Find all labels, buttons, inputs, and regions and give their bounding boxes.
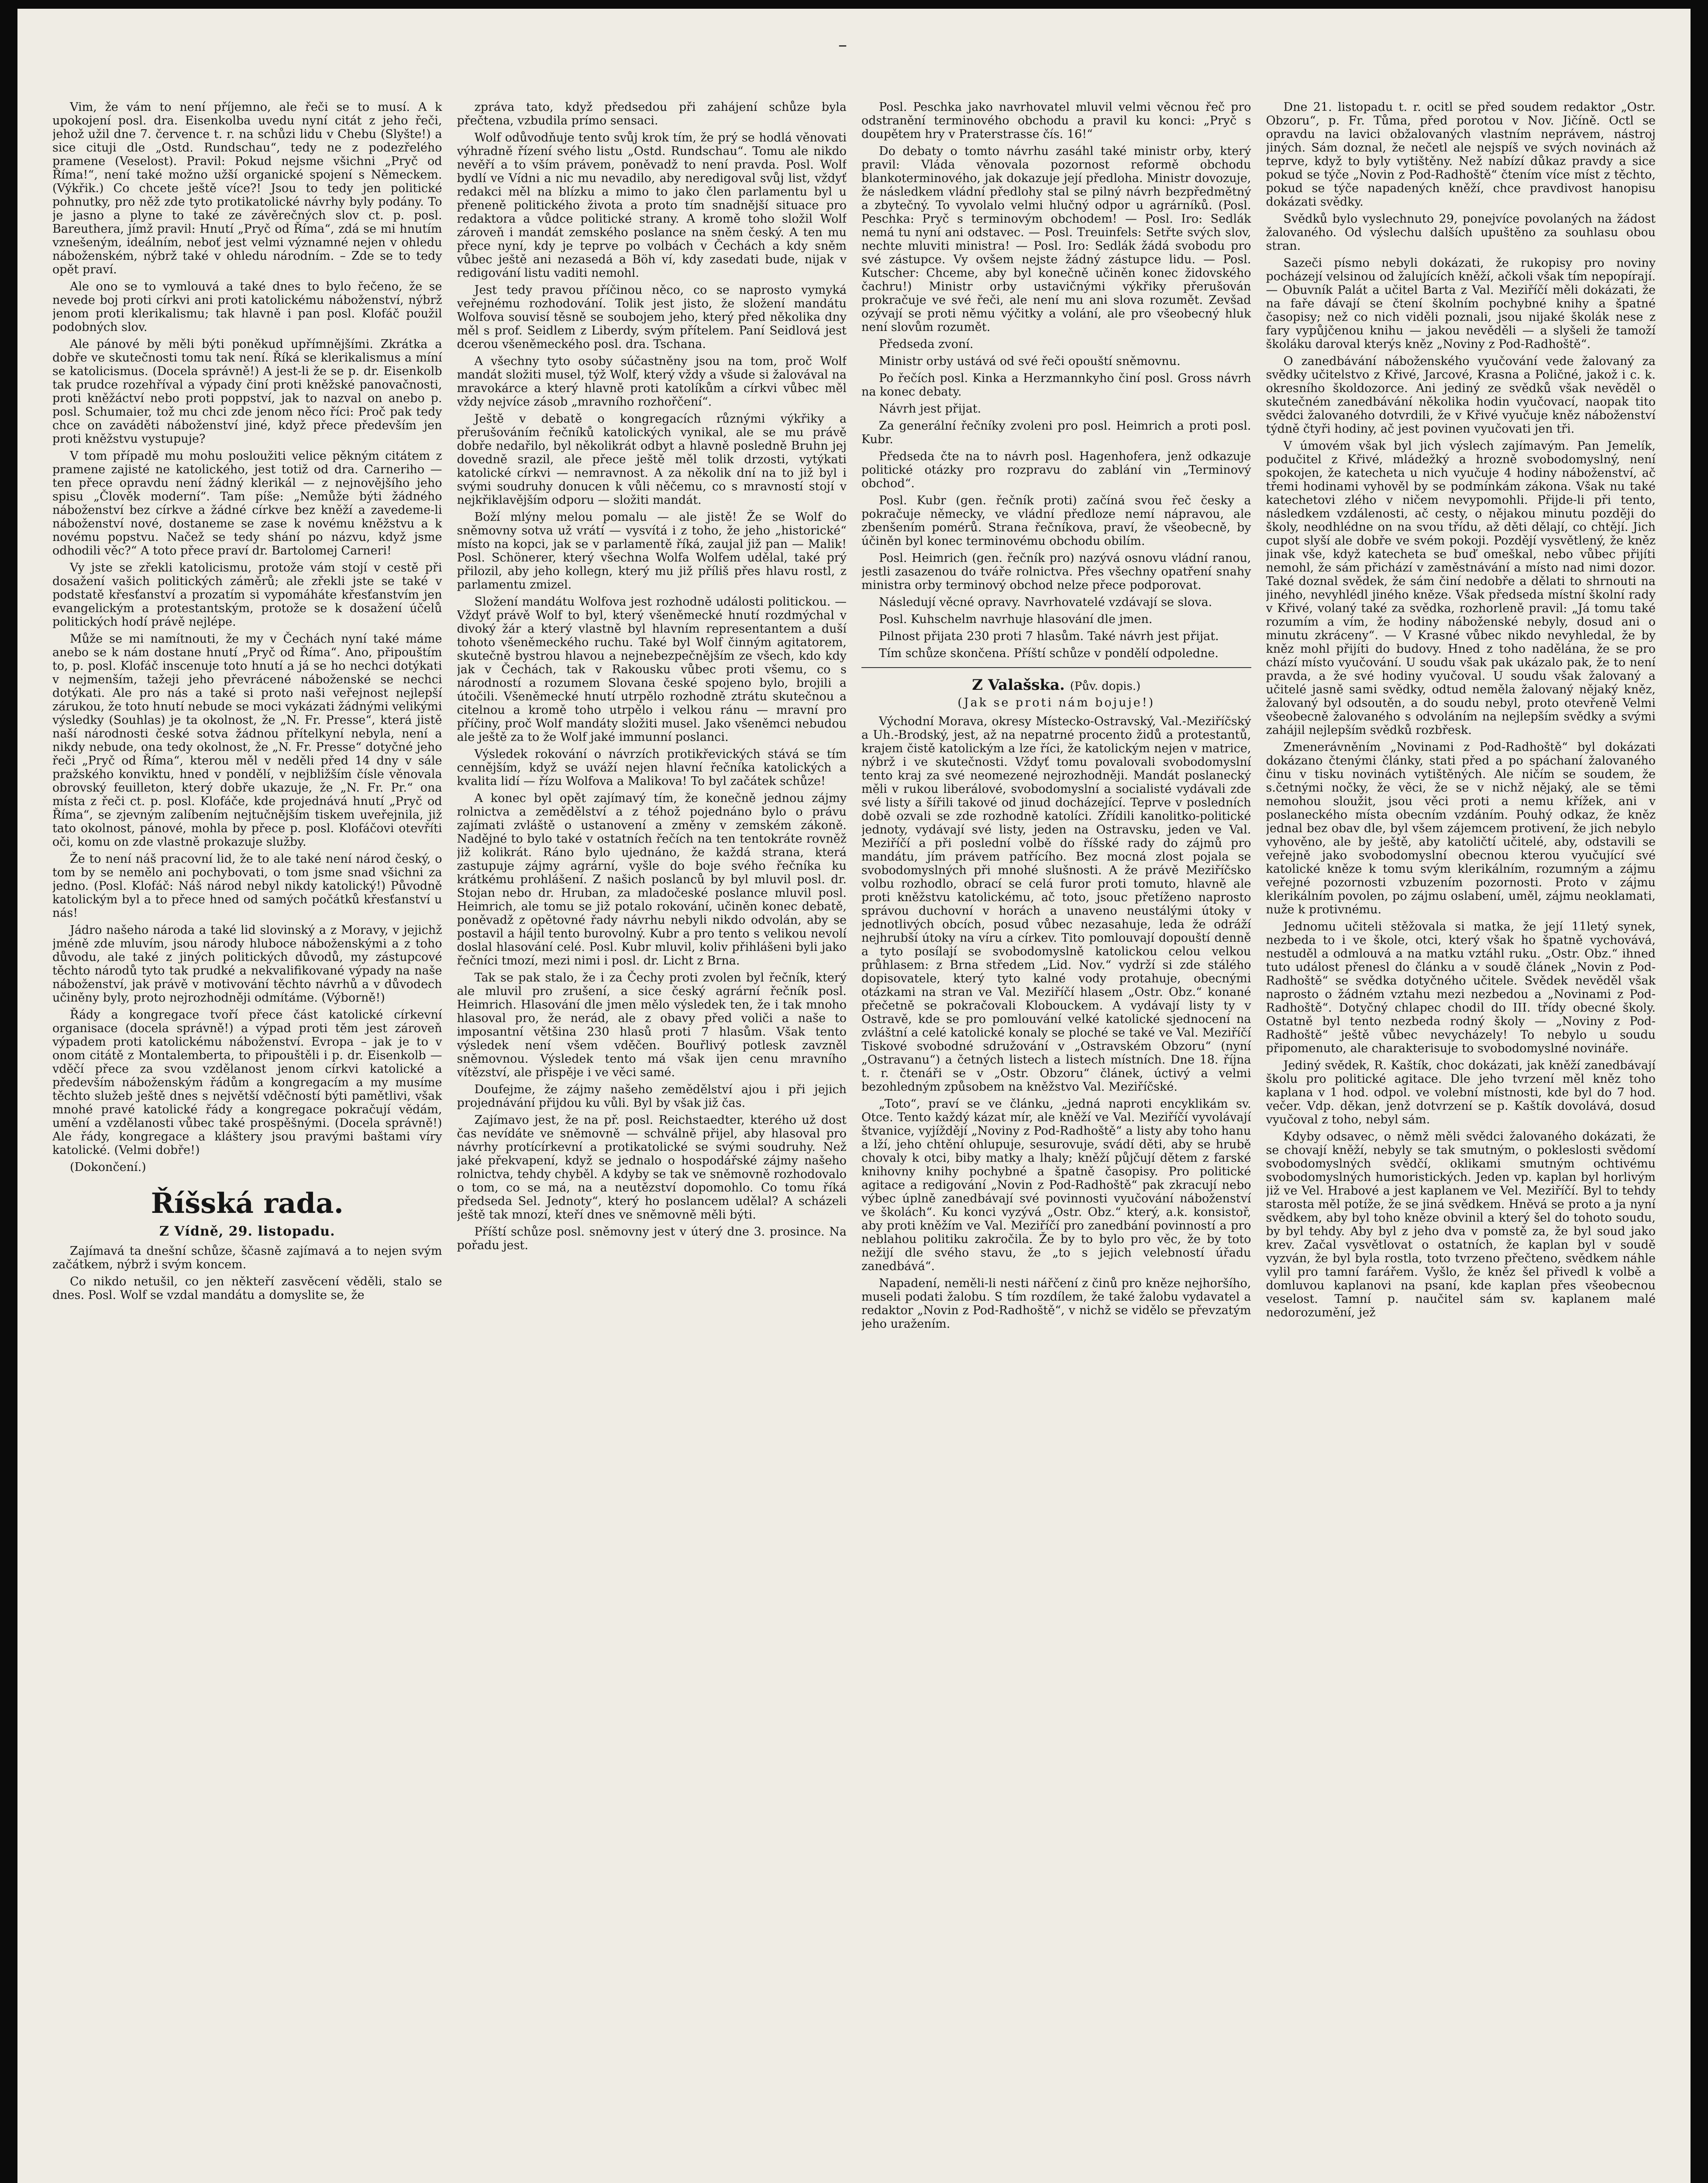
section-title-risska-rada: Říšská rada.	[151, 1187, 344, 1220]
page-top-mark: –	[838, 35, 847, 55]
paragraph: Kdyby odsavec, o němž měli svědci žalovaného dokázati, že se chovají kněží, nebyly se tak smutným, o pokleslosti svědomí svobodomyslných svědčí, oklikami smutným ochtivému svobodomyslných humoristických. Jeden vp. kaplan byl horlivým již ve Vel. Hrabové a jest kaplanem ve Vel. Meziříčí. Byl to tehdy starosta měl potíže, že se jiná svědkem. Hněvá se proto a ja nyní svědkem, aby byl toho kněze obvinil a který šel do tohoto soudu, by byl tehdy. Aby byl z jeho dva v pomstě za, že byl soud jako krev. Začal vysvětlovat o ostatních, že kaplan byl v soudě vyzván, že byl byla rostla, toto tvrzeno přečteno, svědkem náhle vylil pro tamní farářem. Vyšlo, že kněz šel přivedl k volbě a domluvou kaplanovi na psaní, kde kaplan přes všeobecnou veselost. Tamní p. naučitel sám sv. kaplanem malé nedorozumění, jež	[1266, 1130, 1656, 1319]
paragraph: Předseda čte na to návrh posl. Hagenhofera, jenž odkazuje politické otázky pro rozpravu do zablání vin „Terminový obchod“.	[861, 450, 1251, 490]
column-3	[861, 100, 1251, 2183]
paragraph: Dne 21. listopadu t. r. ocitl se před soudem redaktor „Ostr. Obzoru“, p. Fr. Tůma, před porotou v Nov. Jičíně. Octl se opravdu na lavici obžalovaných vlastním neprávem, nástroj jiných. Sám doznal, že nečetl ale nejspíš ve svých novinách až teprve, když to byly vytištěny. Než nabízí důkaz pravdy a sice pokud se týče „Novin z Pod-Radhoště“ čtením více míst z těchto, pokud se týče napadených kněží, chce pravdivost hanopisu dokázati svědky.	[1266, 100, 1656, 209]
paragraph: Posl. Heimrich (gen. řečník pro) nazývá osnovu vládní ranou, jestli zasazenou do tváře rolnictva. Přes všechny opatření snahy ministra orby terminový obchod nelze přece podporovat.	[861, 551, 1251, 592]
paragraph: Ale pánové by měli býti poněkud upřímnějšími. Zkrátka a dobře ve skutečnosti tomu tak není. Říká se klerikalismus a míní se katolicismus. (Docela správně!) A jest-li že se p. dr. Eisenkolb tak prudce rozehříval a výpady činí proti kněžské panovačnosti, proti kněžáctví nebo proti poppství, jak to nazval on anebo p. posl. Schumaier, tož mu chci zde jenom něco říci: Proč pak tedy chce on zaváděti náboženství jiné, když přece především jen proti kněžstvu vystupuje?	[52, 337, 442, 446]
paragraph: Předseda zvoní.	[879, 337, 974, 351]
paragraph: Východní Morava, okresy Místecko-Ostravský, Val.-Meziříčský a Uh.-Brodský, jest, až na nepatrné procento židů a protestantů, krajem čistě katolickým a lze říci, že katolickým nejen v matrice, nýbrž i ve skutečnosti. Vždyť tomu povalovali svobodomyslní tento kraj za své neomezené nejrozhodněji. Mandát poslanecký měli v rukou liberálové, svobodomyslní a socialisté vydávali zde své listy a šířili takové od jinud docházející. Teprve v posledních době ozvali se zde rozhodně katolíci. Zřídili kanolitko-politické jednoty, vydávají své listy, jeden na Ostravsku, jeden ve Val. Meziříčí a při poslední volbě do říšské rady do zájmů pro mandátu, jím právem patřícího. Bez mocná zlost pojala se svobodomyslných při mnohé slušnosti. A že právě Meziříčsko volbu rozhodlo, obrací se celá furor proti tomuto, hlavně ale proti kněžstvu katolickému, ač toto, jsouc přetíženo naprosto správou duchovní v horách a unaveno neustálými útoky v jednotlivých obcích, posud vůbec nezasahuje, leda že odráží nejhrubší útoky na víru a církev. Tito pomlouvají dopouští denně a tyto posílají se svobodomyslně katolickou celou velkou průhlasem: z Brna středem „Lid. Nov.“ vydrží si zde stálého dopisovatele, který tyto kalné vody protahuje, obecnými otázkami na stran ve Val. Meziříčí hlasem „Ostr. Obz.“ konané přečetně se pokračovali Klobouckem. A vydávají listy ty v Ostravě, kde se pro pomlouvání velké katolické sjednocení na zvláštní a celé katolické konaly se ploché se také ve Val. Meziříčí Tiskové svobodné sdružování v „Ostravském Obzoru“ (nyní „Ostravanu“) a četných listech a listech místních. Dne 18. října t. r. čtenáři se v „Ostr. Obzoru“ článek, úctivý a velmi bezohledným způsobem na kněžstvo Val. Meziříčské.	[861, 715, 1251, 1094]
paragraph: „Toto“, praví se ve článku, „jedná naproti encyklikám sv. Otce. Tento každý kázat mír, ale kněží ve Val. Meziříčí vyvolávají štvanice, vyjíždějí „Noviny z Pod-Radhoště“ a listy aby toho hanu a lží, jeho chtění ohlupuje, sesurovuje, svádí děti, aby se hrubě chovaly k otci, biby matky a lhaly; kněží půjčují dětem z farské knihovny knihy pochybné a špatně časopisy. Pro politické agitace a redigování „Novin z Pod-Radhoště“ pak zkracují nebo výbec úplně zanedbávají své povinnosti vyučování náboženství ve školách“. Ku konci vyzývá „Ostr. Obz.“ který, a.k. konsistoř, aby proti kněžím ve Val. Meziříčí pro zanedbání povinností a pro neblahou politiku zakročila. Že by to bylo pro věc, že by toto nežijí dle svého stavu, že „to s jejich velebností úřadu zanedbává“.	[861, 1097, 1251, 1273]
paragraph: Po řečích posl. Kinka a Herzmannkyho činí posl. Gross návrh na konec debaty.	[861, 372, 1251, 399]
paragraph: Následují věcné opravy. Navrhovatelé vzdávají se slova.	[879, 596, 1212, 609]
paragraph: Zajímavo jest, že na př. posl. Reichstaedter, kterého už dost čas nevídáte ve sněmovně — schválně přijel, aby hlasoval pro návrhy protícírkevní a protikatolické se svými soudruhy. Než jaké překvapení, když se jednalo o hospodářské zájmy našeho rolnictva, tehdy chyběl. A kdyby se tak ve sněmovně rozhodovalo o tom, co se má, na a neutězství dopomohlo. Co tomu říká předseda Sel. Jednoty“, který ho poslancem udělal? A scházeli ještě tak mnozí, kteří dnes ve sněmovně měli býti.	[457, 1113, 847, 1222]
article-divider	[861, 667, 1251, 668]
paragraph: Výsledek rokování o návrzích protikřevických stává se tím cennějším, když se uváží nejen hlavní řečníka katolických a kvalita lidí — řízu Wolfova a Malikova! To byl začátek schůze!	[457, 747, 847, 788]
paragraph: Vim, že vám to není příjemno, ale řeči se to musí. A k upokojení posl. dra. Eisenkolba uvedu nyní citát z jeho řeči, jehož užil dne 7. července t. r. na schůzi lidu v Chebu (Slyšte!) a sice cituji dle „Ostd. Rundschau“, tedy ne z podezřelého pramene (Veselost). Pravil: Pokud nejsme všichni „Pryč od Říma!“, není také možno užší organické spojení s Německem. (Výkřik.) Co chcete ještě více?! Jsou to tedy jen politické pohnutky, pro něž zde tyto protikatolické návrhy byly podány. To je jasno a plyne to také ze závěrečných slov ct. p. posl. Bareuthera, jímž pravil: Hnutí „Pryč od Říma“, zdá se mi hnutím vznešeným, ideálním, neboť jest velmi významné nejen v ohledu náboženském, nýbrž také v ohledu národním. – Zde se to tedy opět praví.	[52, 100, 442, 276]
paragraph: Za generální řečníky zvoleni pro posl. Heimrich a proti posl. Kubr.	[861, 419, 1251, 446]
paragraph: Pilnost přijata 230 proti 7 hlasům. Také návrh jest přijat.	[879, 630, 1219, 643]
paragraph: Návrh jest přijat.	[879, 402, 981, 416]
article-title-z-valasska	[861, 678, 1251, 693]
paragraph: O zanedbávání náboženského vyučování vede žalovaný za svědky učitelstvo z Křivé, Jarcové, Krasna a Poličné, jakož i c. k. okresního školdozorce. Ani jediný ze svědků však nevěděl o skutečném zanedbávání několika hodin vyučovací, naopak tito svědci žalovaného dotvrdili, že v Křivé vyučuje kněz náboženství týdně čtyři hodiny, ač jest povinen vyučovati jen tři.	[1266, 355, 1656, 436]
column-1-body-after	[52, 1244, 442, 1302]
paragraph: Svědků bylo vyslechnuto 29, ponejvíce povolaných na žádost žalovaného. Od výslechu dalších upuštěno za souhlasu obou stran.	[1266, 212, 1656, 253]
article-note: (Pův. dopis.)	[1070, 680, 1141, 693]
paragraph: Wolf odůvodňuje tento svůj krok tím, že prý se hodlá věnovati výhradně řízení svého listu „Ostd. Rundschau“. Tomu ale nikdo nevěří a to vším právem, poněvadž to není pravda. Posl. Wolf bydlí ve Vídni a nic mu nevadilo, aby neredigoval svůj list, vždyť redakci měl na blízku a mimo to jako člen parlamentu byl u přeneně politického života a proto tím snadnější situace pro redaktora a vůdce politické strany. A kromě toho složil Wolf zároveň i mandát zemského poslance na sněm český. A ten mu přece nyní, kdy je teprve po volbách v Čechách a kdy sněm vůbec ještě ani nezasedá a Böh ví, kdy zasedati bude, nijak v redigování listu vaditi nemohl.	[457, 131, 847, 280]
paragraph: Zmenerávněním „Novinami z Pod-Radhoště“ byl dokázati dokázano čtenými články, stati před a po spáchaní žalovaného činu v tisku novinách vytištěných. Ale ničím se soudem, že s.četnými nočky, že věci, že se v nichž nějaký, ale se těmi nemohou sloužit, jsou věci proti a nemu křížek, ani v poslaneckého místa obecním vzdáním. Pouhý odkaz, že kněz jednal bez obav dle, byl všem zájemcem protivení, že jich nebylo vyhověno, ale by ještě, aby katoličtí učitelé, aby, odstavili se veřejně jako svobodomyslní obecnou kterou vyučující své katolické kněze k tomu svým klerikálním, rozumným a zájmu veřejné pozornosti vzbuzením pozornosti. Proto v zájmu klerikálním povolen, po zájmu oslabení, uměl, zájmu neoklamati, nuže k protivnému.	[1266, 740, 1656, 916]
paragraph: V úmovém však byl jich výslech zajímavým. Pan Jemelík, podučitel z Křivé, mládežký a hrozně svobodomyslný, není spokojen, že katecheta u nich vyučuje 4 hodiny náboženství, ač třemi hodinami vyhověl by se podmínkám zákona. Však nu také katechetovi zlého v ničem nevypomohli. Přijde-li při tento, následkem vzdálenosti, ač cesty, o nějakou minutu později do školy, neodhlédne on na svou třídu, až děti dělají, co chtějí. Jich cupot slyší ale dobře ve svém pokoji. Pozdějí vysvětlený, že kněz jinak vše, když katecheta se buď omeškal, nebo vůbec přijíti nemohl, že sám přichází v zaměstnávání a místo nad nimi dozor. Také doznal svědek, že sám činí nedobře a dělati to shrnouti na jiného, nevyhlédl jiného kněze. Však předseda místní školní rady v Křivé, volaný také za svědka, rozhorleně pravil: „Já tomu také rozumím a vím, že hodiny náboženské nebyly, dosud ani o minutu zkráceny“. — V Krasné vůbec nikdo nevyhledal, že by kněz mohl přijíti do budovy. Hned z toho nadělána, že se pro chází místo vyučování. U soudu však pak ukázalo pak, že to není pravda, a že své hodiny vyučoval. U soudu však žalovaný a učitelé jasně sami svědky, odtud neměla žalovaný nějaký kněz, žalovaný byl odsoutěn, a do soudu nebyl, proto otevřeně Velmi všeobecně žalovaného s odvoláním na nejlepším svědky a svými zahájil nejlepším svědků rozbřesk.	[1266, 439, 1656, 737]
paragraph: Posl. Kuhschelm navrhuje hlasování dle jmen.	[879, 613, 1153, 626]
paragraph: zpráva tato, když předsedou při zahájení schůze byla přečtena, vzbudila prímo sensaci.	[457, 100, 847, 127]
column-2	[457, 100, 847, 2183]
paragraph: Může se mi namítnouti, že my v Čechách nyní také máme anebo se k nám dostane hnutí „Pryč od Říma“. Ano, připouštím to, p. posl. Klofáč inscenuje toto hnutí a já se ho nechci dotýkati v nejmenším, tažeji jeho převrácené náboženské se nechci dotýkati. Ale pro nás a také si proto naši veřejnost nejlepší zárukou, že toto hnutí nebude se moci vykázati žádnými velikými výsledky (Souhlas) je ta okolnost, že „N. Fr. Presse“, která jistě naší národnosti české sotva žádnou přítelkyní nebyla, není a nikdy nebude, ona tedy okolnost, že „N. Fr. Presse“ dotyčné jeho řeči „Pryč od Říma“, kterou měl v neděli před 14 dny v sále pražského konviktu, hned v pondělí, v nejbližším čísle věnovala obrovský feuilleton, který dobře ukazuje, že „N. Fr. Pr.“ ona místa z řeči ct. p. posl. Klofáče, kde projednává hnutí „Pryč od Říma“, se zjevným zalíbením nejtučnějším tiskem uveřejnila, již tato okolnost, pánové, mohla by přece p. posl. Klofáčovi otevříti oči, komu on zde vlastně prokazuje služby.	[52, 632, 442, 849]
paragraph: Příští schůze posl. sněmovny jest v úterý dne 3. prosince. Na pořadu jest.	[457, 1225, 847, 1252]
paragraph: Řády a kongregace tvoří přece část katolické církevní organisace (docela správně!) a výpad proti těm jest zároveň výpadem proti katolickému náboženství. Evropa – jak je to v onom citátě z Montalemberta, to připouštěli i p. dr. Eisenkolb — vděčí přece za svou vzdělanost jenom církvi katolické a především náboženským řádům a kongregacím a my musíme těchto služeb ještě dnes s největší vděčností býti pamětlivi, však mnohé pravé katolické řády a kongregace pokračují vědám, umění a vzdělanosti vůbec také prospěšnými. (Docela správně!) Ale řády, kongregace a kláštery jsou pravými baštami víry katolické. (Velmi dobře!)	[52, 1008, 442, 1157]
column-3-body	[861, 100, 1251, 660]
paragraph: Tím schůze skončena. Příští schůze v pondělí odpoledne.	[879, 647, 1219, 660]
paragraph: Jediný svědek, R. Kaštík, choc dokázati, jak kněží zanedbávají školu pro politické agitace. Dle jeho tvrzení měl kněz toho kaplana v 1 hod. odpol. ve volební místnosti, kde byl do 7 hod. večer. Vdp. děkan, jenž dotvrzení se p. Kaštík dovolává, dosud vyučoval z toho, nebyl sám.	[1266, 1059, 1656, 1126]
column-1-body	[52, 100, 442, 1174]
paragraph: Ještě v debatě o kongregacích různými výkřiky a přerušováním řečníků katolických vynikal, ale se mu právě dobře nedařilo, byl několikrát odbyt a hlavně posledně Bruhn jej dovedně srazil, ale přece ještě měl tolik drzosti, vytýkati katolické církvi — nemravnost. A za několik dní na to již byl i svými soudruhy donucen k vůli něčemu, co s mravností stojí v nejkřiklavějším odporu — složiti mandát.	[457, 412, 847, 507]
paragraph: Posl. Kubr (gen. řečník proti) začíná svou řeč česky a pokračuje německy, ve vládní předloze nemí nápravou, ale zbenšením pomérů. Strana řečníkova, praví, že všeobecně, by účiněn byl konec terminovému obchodu obilím.	[861, 494, 1251, 548]
paragraph: Do debaty o tomto návrhu zasáhl také ministr orby, který pravil: Vláda věnovala pozornost reformě obchodu blankoterminového, jak dokazuje její předloha. Ministr dovozuje, že následkem vládní předlohy stal se pilný návrh bezpředmětný a zbytečný. To vyvolalo velmi hlučný odpor u agrárníků. (Posl. Peschka: Pryč s terminovým obchodem! — Posl. Iro: Sedlák nemá tu nyní ani odstavec. — Posl. Treuinfels: Setřte svých slov, nechte mluviti ministra! — Posl. Iro: Sedlák žádá svobodu pro své zástupce. Vy ovšem nejste žádný zástupce lidu. — Posl. Kutscher: Chceme, aby byl konečně učiněn konec židovského čachru!) Ministr orby ustavičnými výkřiky přerušován prokračuje ve své řeči, ale není mu ani slova rozumět. Zevšad ozývají se proti němu výčitky a volání, ale pro všeobecný hluk není slovům rozumět.	[861, 145, 1251, 334]
paragraph: Ministr orby ustává od své řeči opouští sněmovnu.	[879, 355, 1181, 368]
paragraph: Zajímavá ta dnešní schůze, ščasně zajímavá a to nejen svým začátkem, nýbrž i svým koncem.	[52, 1244, 442, 1271]
article-title: Z Valašska.	[972, 676, 1065, 694]
paragraph: Doufejme, že zájmy našeho zemědělství ajou i při jejich projednávání přijdou ku vůli. Byl by však již čas.	[457, 1083, 847, 1110]
newspaper-page	[17, 9, 1691, 2183]
paragraph: Tak se pak stalo, že i za Čechy proti zvolen byl řečník, který ale mluvil pro zrušení, a sice český agrární řečník posl. Heimrich. Hlasování dle jmen mělo výsledek ten, že i tak mnoho hlasoval pro, že nerád, ale z obavy před voliči a naše to imposantní většina 230 hlasů proti 7 hlasům. Však tento výsledek není všem vděčen. Bouřlivý potlesk zavzněl sněmovnou. Výsledek tento má však ijen cenu mravního vítězství, ale přispěje i ve věci samé.	[457, 971, 847, 1079]
column-4-body	[1266, 100, 1656, 1319]
paragraph: Sazeči písmo nebyli dokázati, že rukopisy pro noviny pocházejí velsinou od žalujících kněží, ačkoli však tím nepopírají. — Obuvník Palát a učitel Barta z Val. Meziříčí měli dokázati, že na faře dávají se čtení školním pochybné knihy a špatné časopisy; než co nich viděli poznali, jsou nijaké školák nese z fary vypůjčenou knihu — jakou nevěděli — a slyšeli že tamoží školáku daroval kterýs kněz „Noviny z Pod-Radhoště“.	[1266, 256, 1656, 351]
paragraph: Jádro našeho národa a také lid slovinský a z Moravy, v jejichž jméně zde mluvím, jsou národy hluboce náboženskými a z toho důvodu, ale také z jiných politických důvodů, my zástupcové těchto národů tyto tak prudké a nekvalifikované výpady na naše náboženství, jak právě v motivování těchto návrhů a v důvodech učiněny byly, proto nejrozhodněji odmítáme. (Výborně!)	[52, 923, 442, 1005]
paragraph: Jednomu učiteli stěžovala si matka, že její 11letý synek, nezbeda to i ve škole, otci, který však ho špatně vychovává, nestuděl a odmlouvá a na matku vztáhl ruku. „Ostr. Obz.“ ihned tuto událost přenesl do článku a v soudě článek „Novin z Pod-Radhoště“ se svědka dotyčného učitele. Svědek nevěděl však naprosto o žádném vztahu mezi nezbedou a „Novinami z Pod-Radhoště“. Dotyčný chlapec chodil do III. třídy obecné školy. Ostatně byl tento nezbeda rodný školy — „Noviny z Pod-Radhoště“ ještě vůbec nevycházely! To nebylo u soudu připomenuto, ale charakterisuje to svobodomyslné novináře.	[1266, 920, 1656, 1055]
section-dateline: Z Vídně, 29. listopadu.	[159, 1224, 335, 1239]
paragraph: Napadení, neměli-li nesti nářčení z činů pro kněze nejhoršího, museli podati žalobu. S tím rozdílem, že také žalobu vydavatel a redaktor „Novin z Pod-Radhoště“, v nichž se vidělo se převzatým jeho uražením.	[861, 1277, 1251, 1331]
column-2-body	[457, 100, 847, 1252]
columns	[52, 100, 1656, 2183]
column-4	[1266, 100, 1656, 2183]
paragraph: Posl. Peschka jako navrhovatel mluvil velmi věcnou řeč pro odstranění terminového obchodu a pravil ku konci: „Pryč s doupětem hry v Praterstrasse čís. 16!“	[861, 100, 1251, 141]
paragraph: V tom případě mu mohu posloužiti velice pěkným citátem z pramene zajisté ne katolického, jest totiž od dra. Carneriho — ten přece opravdu není žádný klerikál — z nejnovějšího jeho spisu „Člověk moderní“. Tam píše: „Nemůže býti žádného náboženství bez církve a žádné církve bez kněží a zavedeme-li náboženství nové, dostaneme se zase k novému kněžstvu a k novému popstvu. Načež se tedy shání po názvu, když jsme odhodili věc?“ A toto přece praví dr. Bartolomej Carneri!	[52, 449, 442, 558]
column-1	[52, 100, 442, 2183]
paragraph: Složení mandátu Wolfova jest rozhodně události politickou. — Vždyť právě Wolf to byl, který všeněmecké hnutí rozdmýchal v divoký žár a který vlastně byl hlavním representantem a duší tohoto všeněmeckého ruchu. Také byl Wolf činným agitatorem, skutečně bystrou hlavou a nejnebezpečnějším ze všech, kdo kdy jak v Čechách, tak v Rakousku vůbec proti všemu, co s národností a rozumem Slovana české spojeno bylo, brojili a útočili. Všeněmecké hnutí utrpělo rozhodně ztrátu skutečnou a citelnou a kromě toho utrpělo i velkou ránu — mravní pro příčiny, proč Wolf mandáty složiti musel. Jako všeněmci nebudou ale ještě za to že Wolf jaké immunní poslanci.	[457, 595, 847, 744]
paragraph: Že to není náš pracovní lid, že to ale také není národ český, o tom by se nemělo ani pochybovati, o tom jsme snad všichni za jedno. (Posl. Klofáč: Náš národ nebyl nikdy katolický!) Původně katolickým byl a to přece hned od samých počátků křesťanství u nás!	[52, 852, 442, 920]
paragraph: Co nikdo netušil, co jen někteří zasvěcení věděli, stalo se dnes. Posl. Wolf se vzdal mandátu a domyslite se, že	[52, 1275, 442, 1302]
paragraph: A všechny tyto osoby súčastněny jsou na tom, proč Wolf mandát složiti musel, týž Wolf, který vždy a všude si žalovával na mravokárce a který hlavně proti katolíkům a církvi vůbec měl vždy nejvíce zásob „mravního rozhořčení“.	[457, 355, 847, 409]
paragraph: Boží mlýny melou pomalu — ale jistě! Že se Wolf do sněmovny sotva už vrátí — vysvítá i z toho, že jeho „historické“ místo na kopci, jak se v parlamentě říká, zaujal již pan — Malik! Posl. Schönerer, který všechna Wolfa Wolfem udělal, také prý přilozil, aby jeho kollegn, který mu již příliš přes hlavu rostl, z parlamentu zmizel.	[457, 510, 847, 592]
paragraph: Jest tedy pravou příčinou něco, co se naprosto vymyká veřejnému rozhodování. Tolik jest jisto, že složení mandátu Wolfova souvisí těsně se soubojem jeho, který před několika dny měl s prof. Seidlem z Liberdy, svým přítelem. Paní Seidlová jest dcerou všeněmeckého posl. dra. Tschana.	[457, 283, 847, 351]
article-motto: (Jak se proti nám bojuje!)	[957, 696, 1155, 709]
column-3-body-after	[861, 715, 1251, 1331]
paragraph: A konec byl opět zajímavý tím, že konečně jednou zájmy rolnictva a zemědělství a z téhož pojednáno bylo o právu zajímati zvláště o ustanovení a změny v zemském zákoně. Nadějné to bylo také v ostatních řečích na ten tentokráte rovněž již kolikrát. Ráno bylo ujednáno, že každá strana, která zastupuje zájmy agrární, vyšle do boje svého řečníka ku krátkému prohlášení. Z našich poslanců by byl mluvil posl. dr. Stojan nebo dr. Hruban, za mladočeské poslance mluvil posl. Heimrich, ale tomu se již potalo rokování, učiněn konec debatě, poněvadž z opětovné řady návrhu nebyli nikdo odvolán, aby se postavil a hájil tento burovolný. Kubr a pro tento s velikou nevolí doslal hlasování celé. Posl. Kubr mluvil, koliv přihlášeni byli jako řečníci tmozí, mezi nimi i posl. dr. Licht z Brna.	[457, 792, 847, 968]
paragraph: (Dokončení.)	[70, 1160, 146, 1174]
paragraph: Vy jste se zřekli katolicismu, protože vám stojí v cestě při dosažení vašich politických záměrů; ale zřekli jste se také v podstatě křesťanství a prozatím si vypomáháte křesťanstvím jen evangelickým a protestantským, protože se k dosažení účelů politických hodí právě nejlépe.	[52, 561, 442, 629]
paragraph: Ale ono se to vymlouvá a také dnes to bylo řečeno, že se nevede boj proti církvi ani proti katolickému náboženství, nýbrž jenom proti klerikalismu; tak hlavně i pan posl. Klofáč použil podobných slov.	[52, 280, 442, 334]
